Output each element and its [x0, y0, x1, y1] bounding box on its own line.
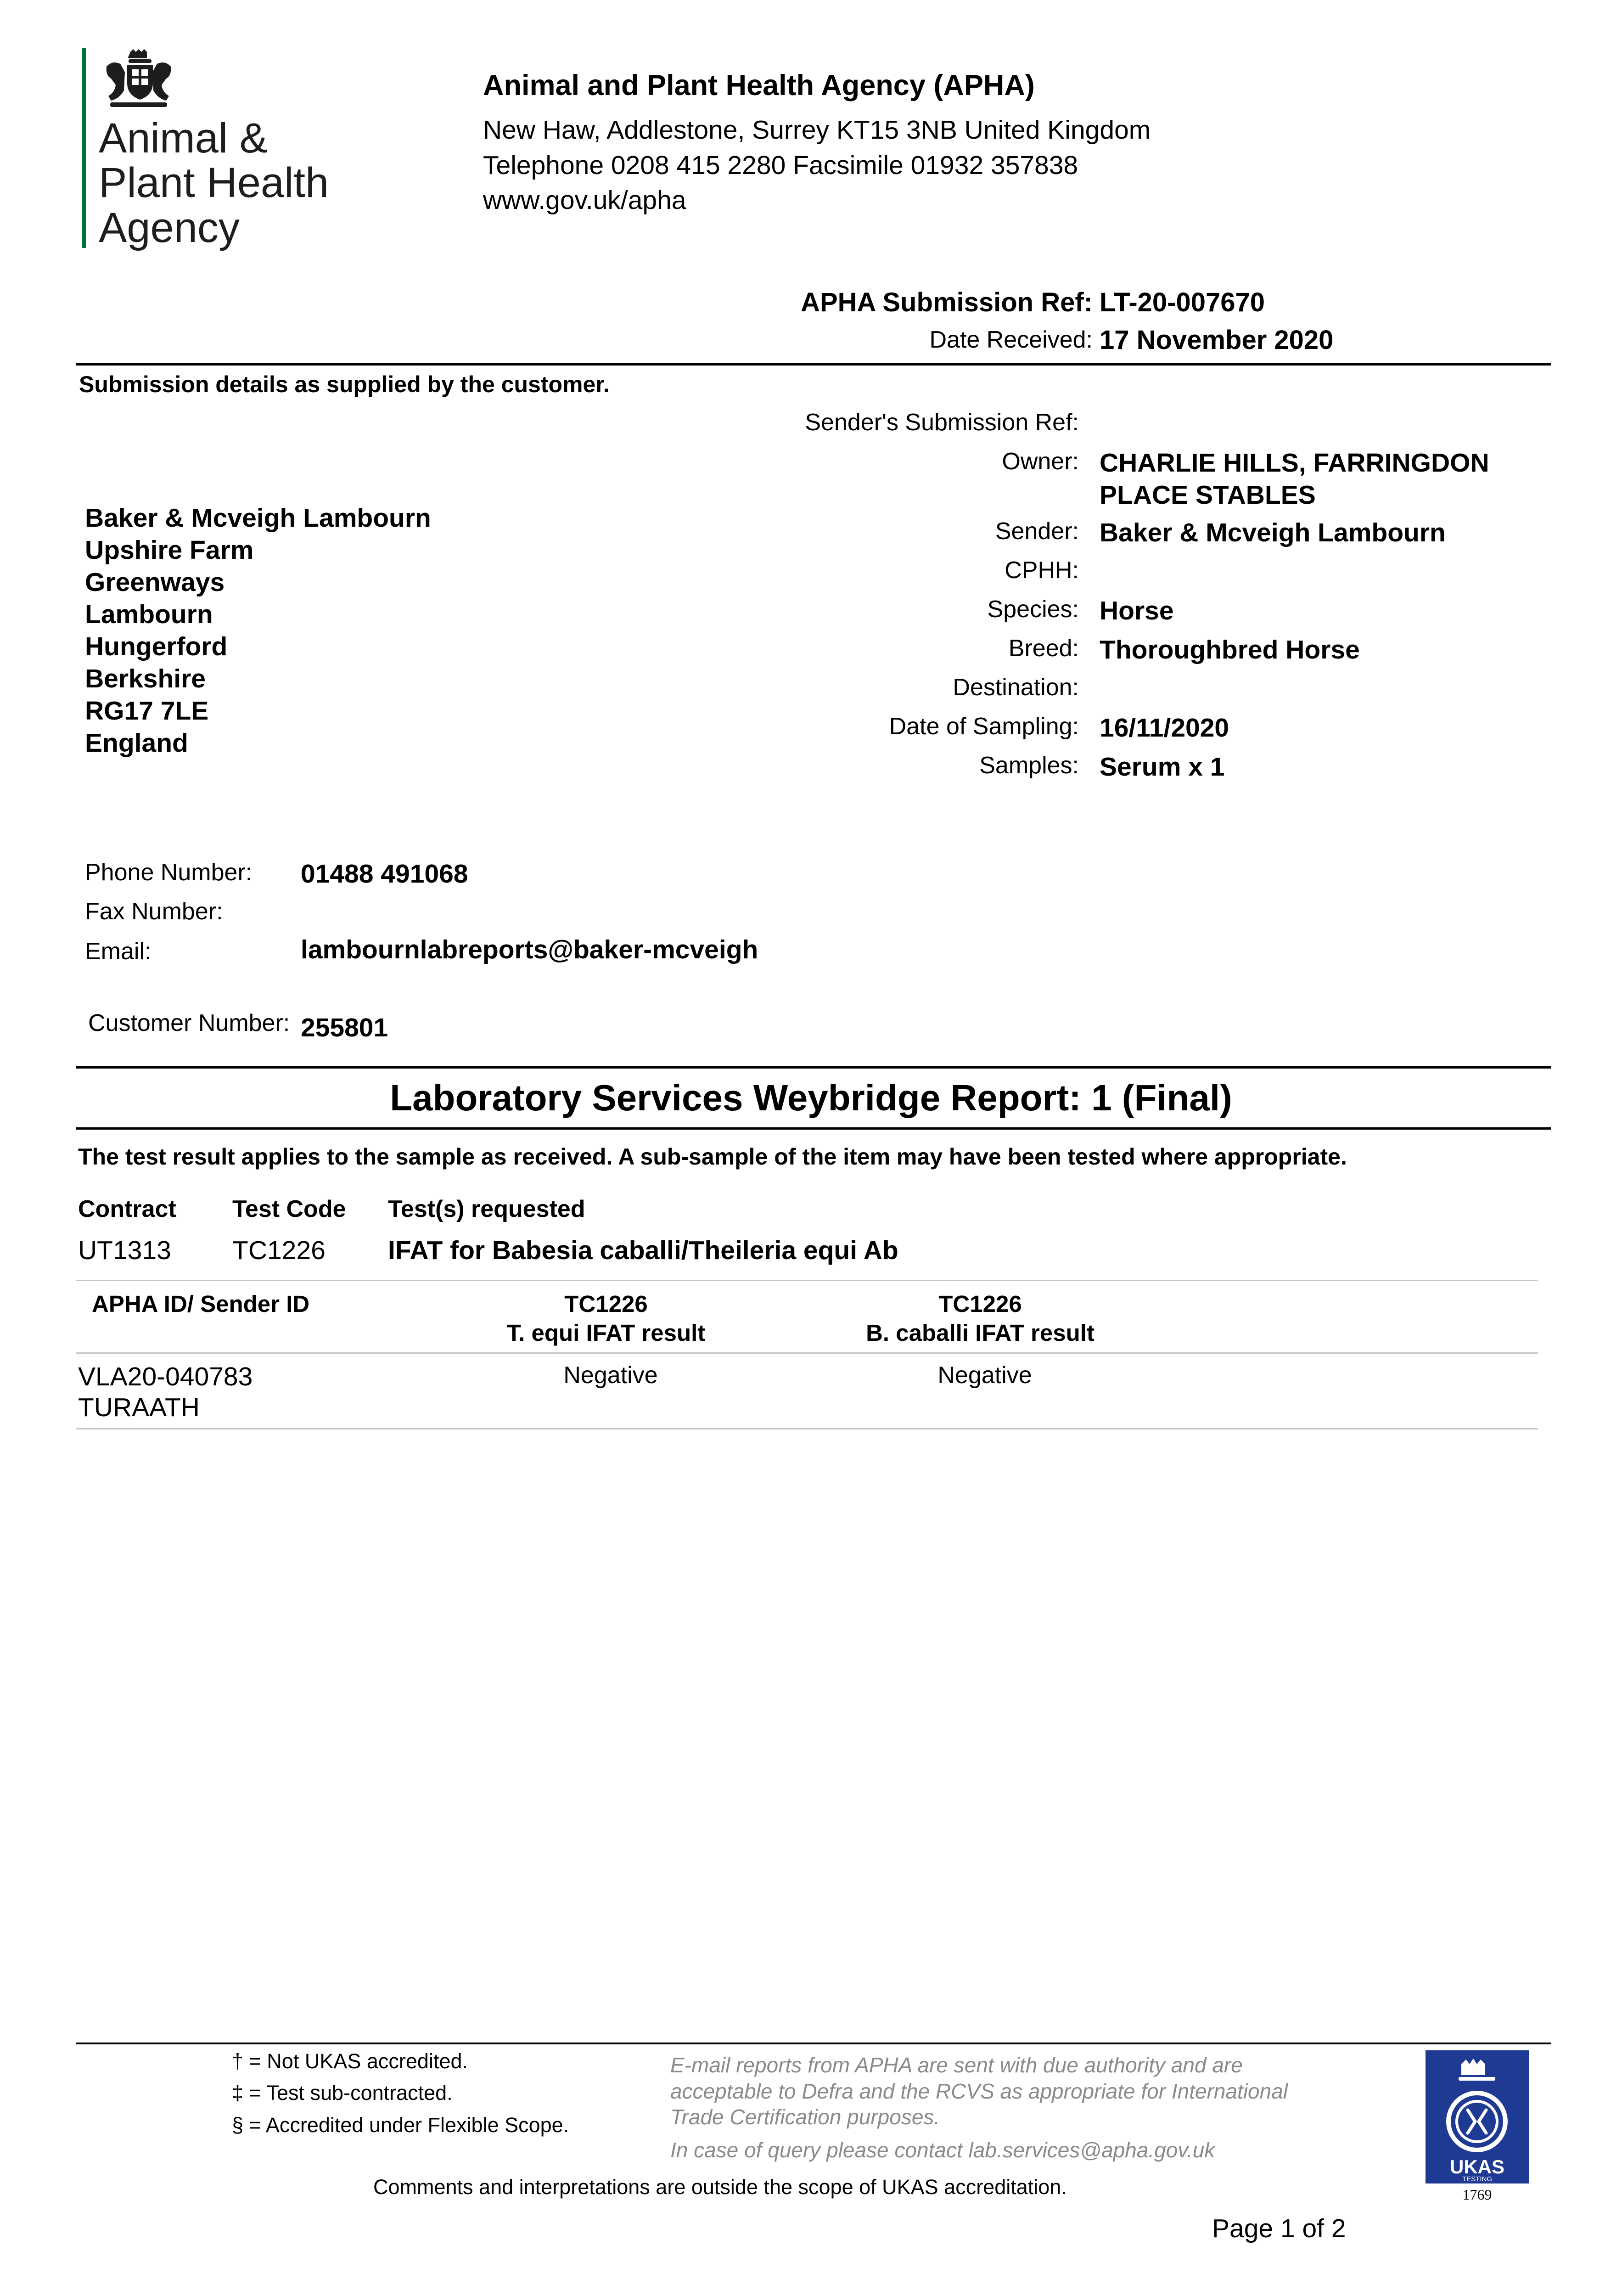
divider: [76, 1127, 1551, 1130]
sender-ref-label: Sender's Submission Ref:: [805, 409, 1079, 436]
logo-text-line3: Agency: [99, 204, 240, 251]
footer-divider: [76, 2043, 1551, 2044]
samples-label: Samples:: [979, 752, 1079, 779]
royal-coat-of-arms-icon: [102, 48, 175, 110]
samples-value: Serum x 1: [1100, 752, 1225, 782]
org-address: New Haw, Addlestone, Surrey KT15 3NB United Kingdom: [483, 115, 1151, 145]
owner-label: Owner:: [1002, 448, 1079, 475]
test-code-value: TC1226: [232, 1236, 326, 1265]
t-equi-code-header: TC1226: [564, 1291, 648, 1317]
submission-details-heading: Submission details as supplied by the customer.: [79, 371, 610, 397]
phone-label: Phone Number:: [85, 859, 253, 886]
address-line: Lambourn: [85, 600, 213, 629]
t-equi-result-header: T. equi IFAT result: [506, 1320, 706, 1346]
submission-ref-value: LT-20-007670: [1100, 287, 1265, 317]
breed-value: Thoroughbred Horse: [1100, 635, 1360, 664]
fax-label: Fax Number:: [85, 898, 223, 925]
table-border: [76, 1280, 1538, 1281]
apha-id-header: APHA ID/ Sender ID: [92, 1291, 310, 1317]
footer-key-not-accredited: † = Not UKAS accredited.: [232, 2049, 468, 2073]
test-code-header: Test Code: [232, 1196, 346, 1222]
org-website: www.gov.uk/apha: [483, 186, 686, 215]
ukas-testing-text: TESTING: [1462, 2175, 1492, 2183]
report-title: Laboratory Services Weybridge Report: 1 (Final): [390, 1077, 1232, 1118]
logo-text-line2: Plant Health: [99, 159, 329, 206]
species-label: Species:: [987, 596, 1079, 623]
t-equi-result-cell: Negative: [563, 1362, 658, 1389]
customer-number-label: Customer Number:: [88, 1010, 290, 1036]
destination-label: Destination:: [953, 674, 1079, 701]
contract-header: Contract: [78, 1196, 176, 1222]
owner-value-line1: CHARLIE HILLS, FARRINGDON: [1100, 448, 1489, 478]
sampling-date-value: 16/11/2020: [1100, 713, 1229, 743]
sender-label: Sender:: [995, 518, 1079, 545]
ukas-text: UKAS: [1449, 2156, 1504, 2178]
cphh-label: CPHH:: [1005, 557, 1079, 584]
footer-key-flexible-scope: § = Accredited under Flexible Scope.: [232, 2113, 569, 2137]
table-border: [76, 1352, 1538, 1354]
logo-text-line1: Animal &: [99, 115, 268, 162]
date-received-value: 17 November 2020: [1100, 325, 1334, 355]
address-line: Hungerford: [85, 632, 228, 661]
submission-ref-label: APHA Submission Ref:: [801, 287, 1093, 317]
report-disclaimer: The test result applies to the sample as received. A sub-sample of the item may have been tested where appropriate.: [78, 1144, 1347, 1170]
apha-id-cell: VLA20-040783: [78, 1362, 253, 1391]
sender-value: Baker & Mcveigh Lambourn: [1100, 518, 1446, 547]
address-line: RG17 7LE: [85, 696, 209, 726]
ukas-number: 1769: [1462, 2186, 1492, 2203]
query-contact-note: In case of query please contact lab.services@apha.gov.uk: [670, 2138, 1215, 2162]
org-name: Animal and Plant Health Agency (APHA): [483, 69, 1035, 101]
owner-value-line2: PLACE STABLES: [1100, 480, 1316, 510]
sampling-date-label: Date of Sampling:: [889, 713, 1079, 740]
address-line: Upshire Farm: [85, 535, 254, 565]
date-received-label: Date Received:: [929, 326, 1093, 353]
org-phone: Telephone 0208 415 2280 Facsimile 01932 357838: [483, 151, 1078, 180]
ukas-accreditation-mark: [1426, 2050, 1529, 2204]
b-caballi-result-header: B. caballi IFAT result: [866, 1320, 1094, 1346]
customer-number-value: 255801: [301, 1013, 388, 1042]
breed-label: Breed:: [1008, 635, 1079, 662]
logo-green-bar: [82, 48, 86, 248]
contract-value: UT1313: [78, 1236, 171, 1265]
ukas-scope-note: Comments and interpretations are outside the scope of UKAS accreditation.: [373, 2175, 1067, 2199]
address-line: Greenways: [85, 568, 225, 597]
test-requested-value: IFAT for Babesia caballi/Theileria equi Ab: [388, 1236, 898, 1265]
page-number: Page 1 of 2: [1212, 2214, 1346, 2243]
email-label: Email:: [85, 938, 152, 965]
address-line: England: [85, 728, 188, 758]
address-line: Baker & Mcveigh Lambourn: [85, 503, 431, 533]
b-caballi-result-cell: Negative: [937, 1362, 1032, 1389]
species-value: Horse: [1100, 596, 1174, 625]
sender-id-cell: TURAATH: [78, 1393, 200, 1422]
email-authority-note-1: E-mail reports from APHA are sent with due authority and are: [670, 2053, 1243, 2077]
email-authority-note-2: acceptable to Defra and the RCVS as appropriate for International: [670, 2079, 1288, 2103]
table-border: [76, 1428, 1538, 1429]
tests-requested-header: Test(s) requested: [388, 1196, 585, 1222]
email-authority-note-3: Trade Certification purposes.: [670, 2105, 940, 2129]
phone-value: 01488 491068: [301, 859, 468, 889]
divider: [76, 1066, 1551, 1069]
footer-key-subcontracted: ‡ = Test sub-contracted.: [232, 2081, 453, 2105]
b-caballi-code-header: TC1226: [938, 1291, 1022, 1317]
address-line: Berkshire: [85, 664, 206, 693]
divider: [76, 363, 1551, 366]
email-value: lambournlabreports@baker-mcveigh: [301, 935, 758, 964]
